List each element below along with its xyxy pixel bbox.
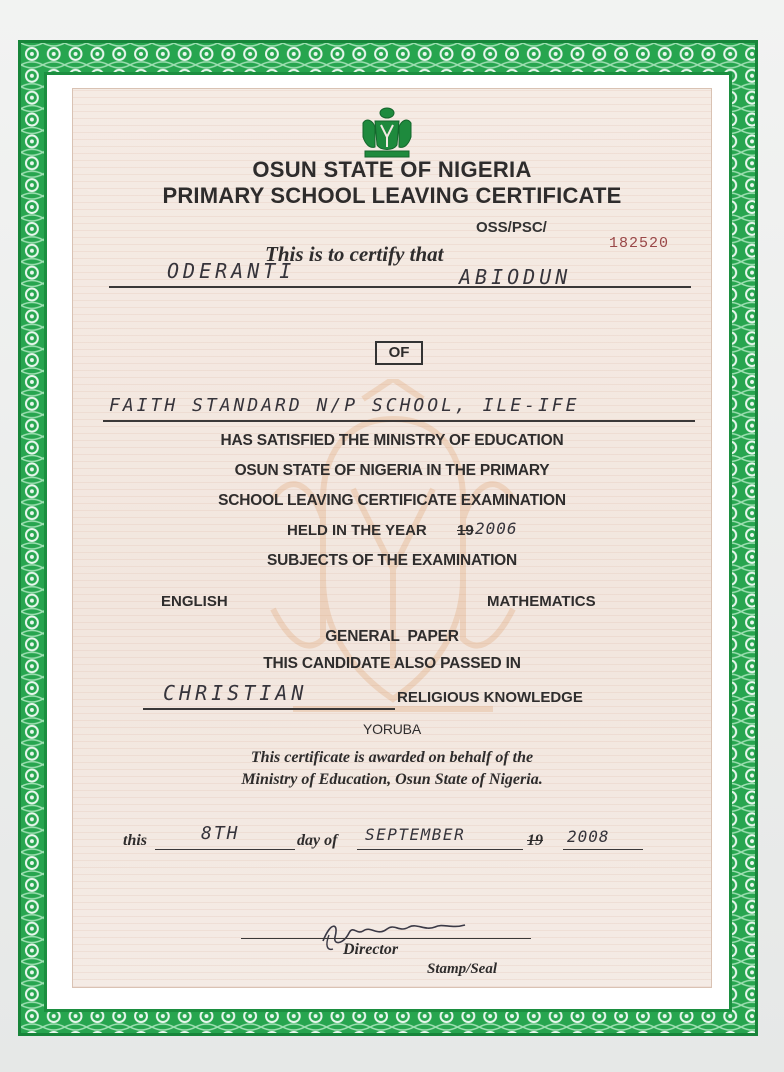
month-line [357, 849, 523, 850]
this-label: this [123, 832, 148, 849]
subject-general-paper: GENERAL PAPER [325, 628, 459, 645]
title-certificate: PRIMARY SCHOOL LEAVING CERTIFICATE [162, 183, 622, 208]
certify-text: This is to certify that [265, 242, 444, 266]
serial-number: 182520 [609, 235, 670, 252]
signature-line [241, 938, 531, 939]
candidate-first-name: ODERANTI [167, 259, 296, 283]
candidate-name-line [109, 286, 691, 288]
language-yoruba: YORUBA [363, 721, 421, 737]
held-year-printed: 19 [457, 522, 474, 539]
extra-subject-handwritten: CHRISTIAN [163, 681, 308, 705]
extra-subject-line [143, 708, 395, 710]
day-line [155, 849, 295, 850]
year-line [563, 849, 643, 850]
month-handwritten: SEPTEMBER [365, 825, 466, 844]
also-passed-label: THIS CANDIDATE ALSO PASSED IN [263, 655, 521, 672]
extra-subject-printed: RELIGIOUS KNOWLEDGE [397, 689, 583, 706]
body-line-2: OSUN STATE OF NIGERIA IN THE PRIMARY [234, 462, 550, 479]
coat-of-arms-crest-icon [359, 107, 415, 159]
awarded-line-2: Ministry of Education, Osun State of Nigeria. [241, 771, 543, 788]
body-line-1: HAS SATISFIED THE MINISTRY OF EDUCATION [220, 432, 564, 449]
certificate-paper [72, 88, 712, 988]
serial-prefix: OSS/PSC/ [476, 219, 547, 236]
held-in-year-label: HELD IN THE YEAR [287, 522, 427, 539]
body-line-3: SCHOOL LEAVING CERTIFICATE EXAMINATION [218, 492, 566, 509]
school-name: FAITH STANDARD N/P SCHOOL, ILE-IFE [109, 395, 580, 416]
subject-mathematics: MATHEMATICS [487, 593, 596, 610]
day-of-label: day of [297, 832, 338, 849]
year-prefix: 19 [527, 832, 543, 849]
of-label: OF [375, 341, 423, 365]
subject-english: ENGLISH [161, 593, 228, 610]
awarded-line-1: This certificate is awarded on behalf of the [250, 749, 534, 766]
director-label: Director [343, 941, 399, 958]
school-name-line [103, 420, 695, 422]
year-handwritten: 2008 [567, 827, 610, 846]
held-year-handwritten: 2006 [475, 519, 518, 538]
day-handwritten: 8TH [201, 823, 240, 844]
stamp-seal-label: Stamp/Seal [427, 961, 498, 977]
subjects-heading: SUBJECTS OF THE EXAMINATION [266, 552, 518, 569]
candidate-last-name: ABIODUN [459, 265, 572, 289]
title-state: OSUN STATE OF NIGERIA [252, 157, 532, 182]
